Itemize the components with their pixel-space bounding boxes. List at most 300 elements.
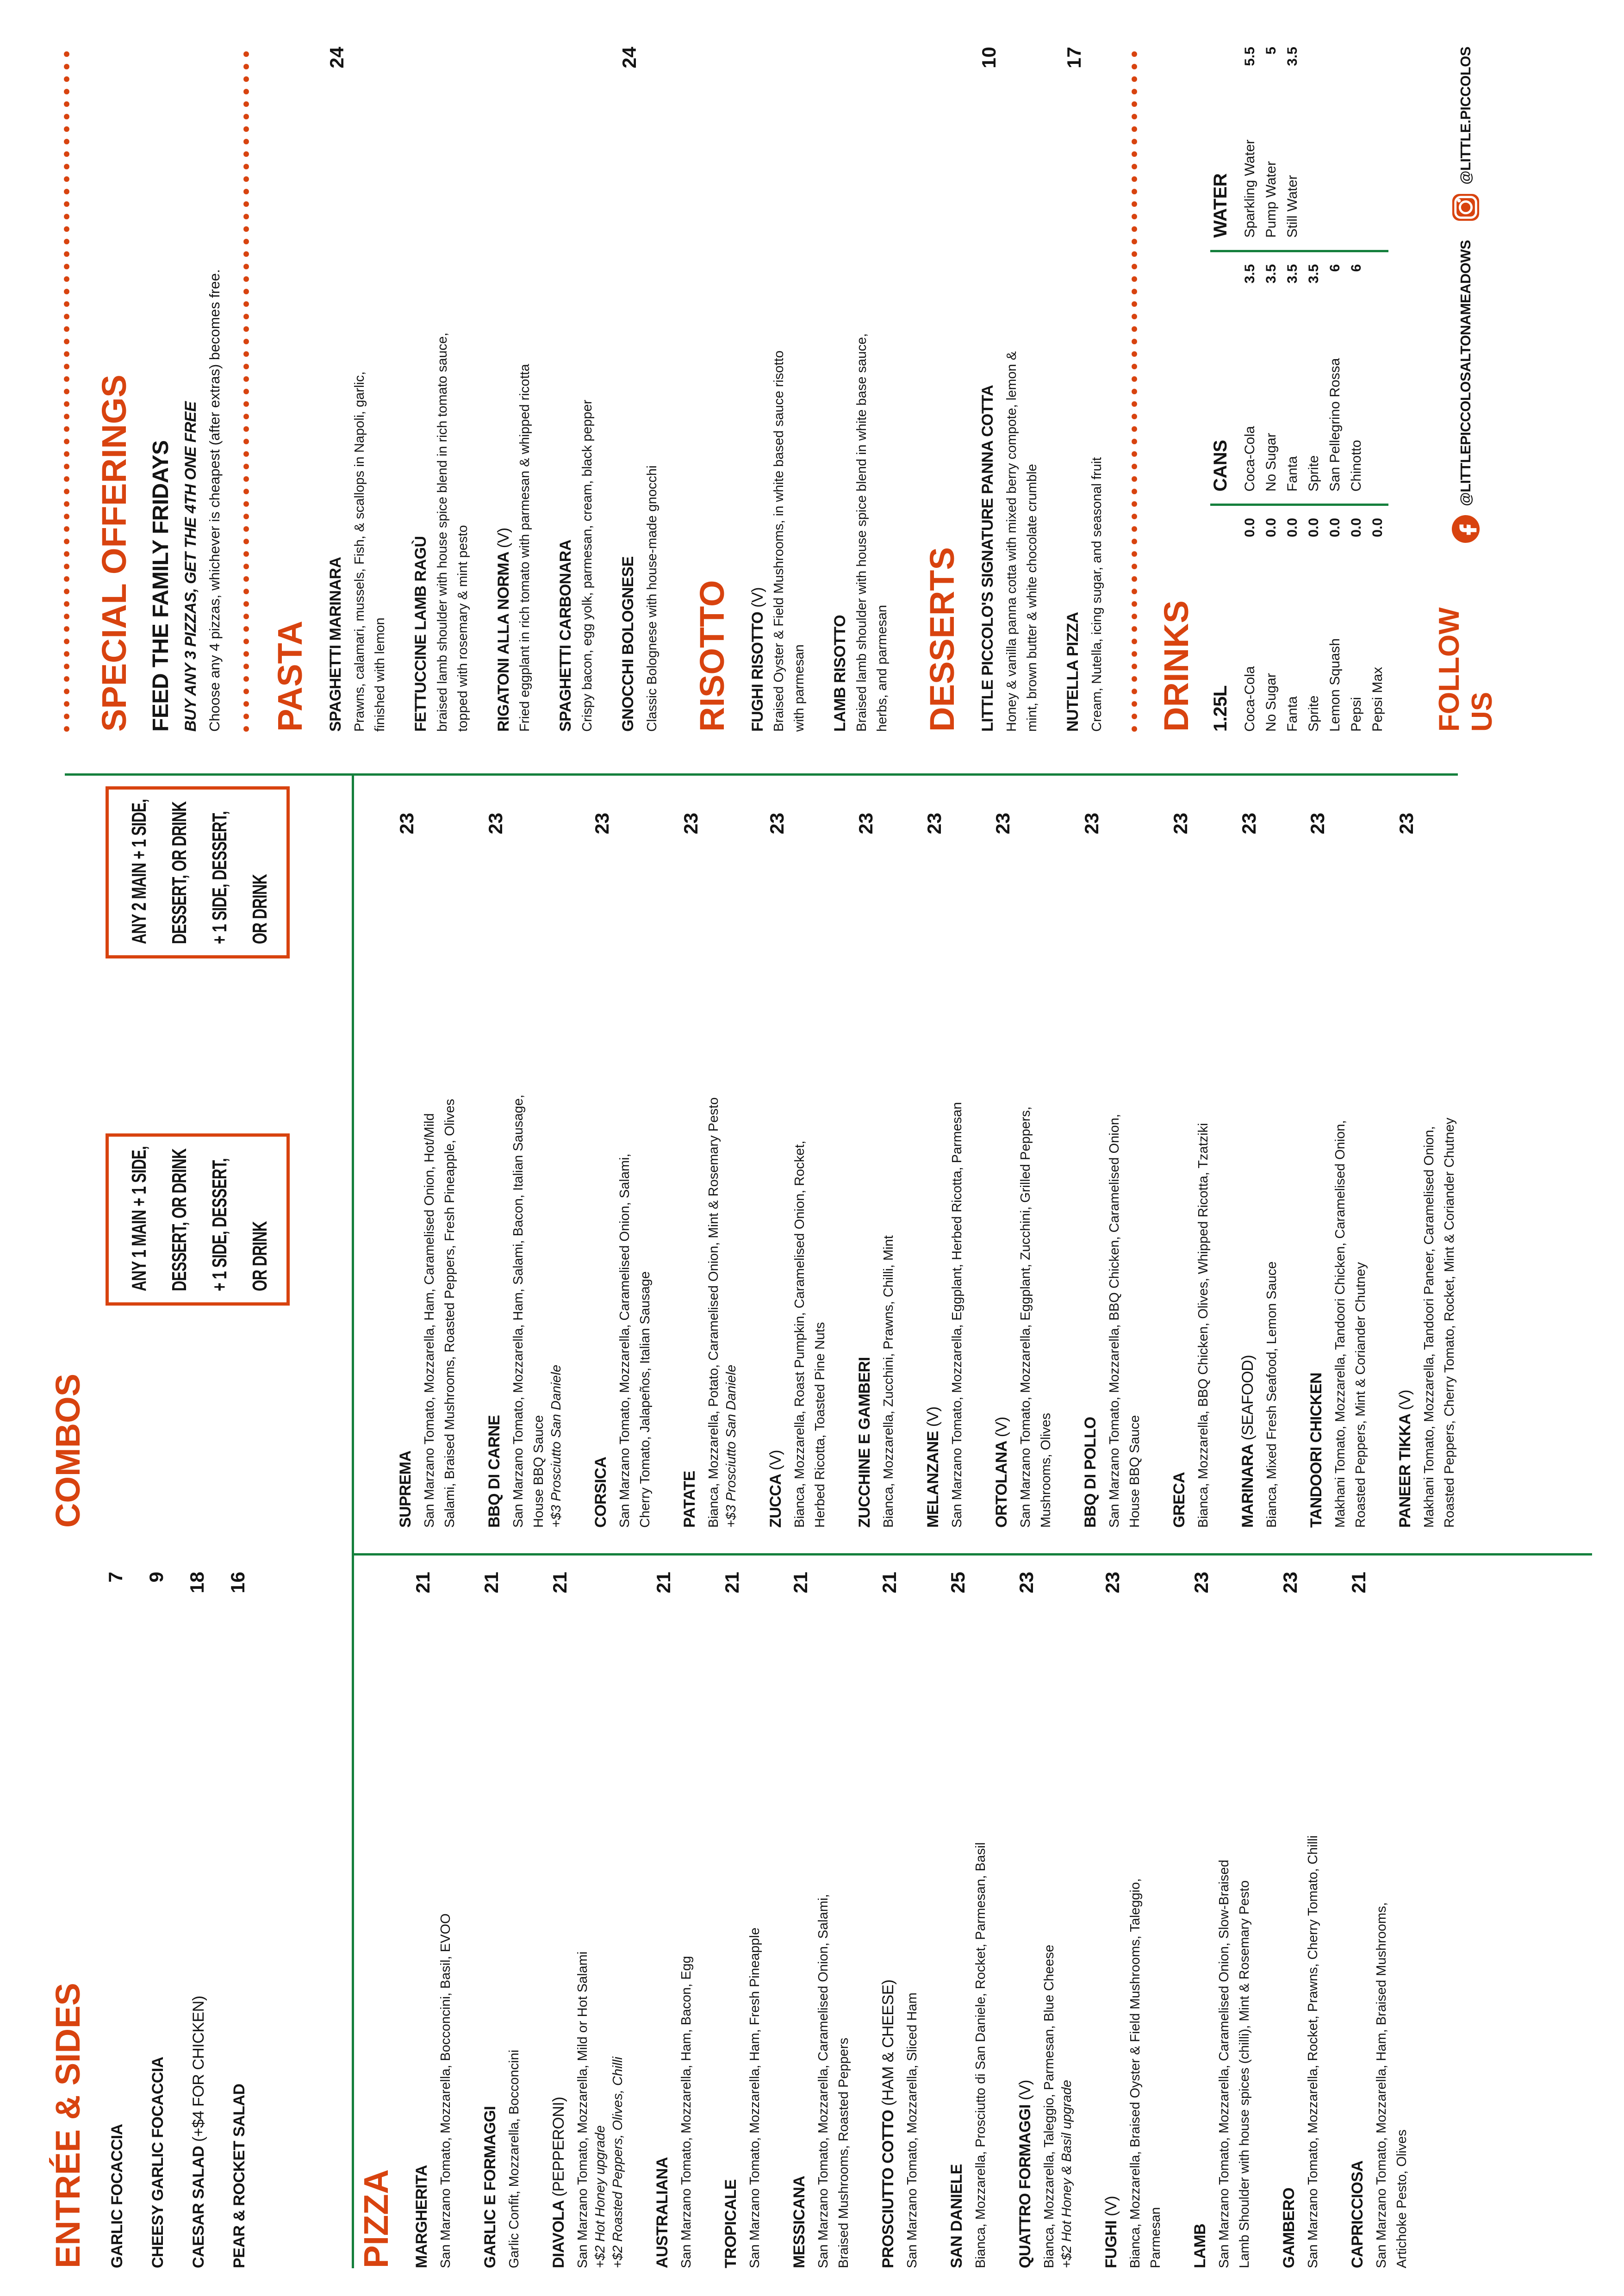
menu-item-name: TANDOORI CHICKEN — [1307, 1372, 1325, 1528]
dotted-rule-top — [64, 47, 69, 732]
menu-item-description: Classic Bolognese with house-made gnocchi — [644, 465, 660, 732]
entree-item-note: (+$4 FOR CHICKEN) — [190, 1996, 207, 2142]
section-desserts — [922, 47, 1106, 732]
drink-item-price: 0.0 — [1306, 518, 1321, 537]
menu-item-header — [721, 1572, 743, 2268]
item-price: 17 — [1063, 47, 1085, 68]
special-offerings-title: SPECIAL OFFERINGS — [95, 374, 133, 732]
menu-item-header — [591, 813, 613, 1528]
menu-item-description: Bianca, Mozzarella, Roast Pumpkin, Caramelised Onion, Rocket, — [792, 1140, 807, 1528]
drink-item — [1303, 518, 1325, 732]
menu-item — [855, 813, 897, 1528]
item-price: 23 — [1395, 813, 1417, 834]
menu-item-description: Bianca, Mozzarella, Potato, Caramelised Onion, Mint & Rosemary Pesto — [706, 1097, 721, 1528]
special-offer-subheading: BUY ANY 3 PIZZAS, GET THE 4TH ONE FREE — [182, 401, 199, 732]
column-entree-pizza — [51, 1572, 1437, 2268]
menu-item-header — [923, 813, 946, 1528]
item-price: 23 — [591, 813, 613, 834]
menu-item-description: San Marzano Tomato, Mozzarella, Mild or Hot Salami — [575, 1951, 590, 2268]
drinks-columns — [1210, 47, 1388, 732]
menu-item-name: BBQ DI CARNE — [485, 1415, 503, 1528]
menu-item — [480, 1572, 523, 2268]
menu-item-name: PROSCIUTTO COTTO (HAM & CHEESE) — [879, 1979, 897, 2268]
item-price: 23 — [1015, 1572, 1037, 1593]
menu-item-name: FUGHI RISOTTO (V) — [748, 587, 766, 732]
menu-item — [1170, 813, 1212, 1528]
drink-item-name: No Sugar — [1263, 433, 1279, 492]
facebook-icon — [1451, 515, 1480, 543]
menu-item-description: Bianca, Mixed Fresh Seafood, Lemon Sauce — [1264, 1261, 1279, 1528]
item-price: 21 — [878, 1572, 900, 1593]
menu-item-description: Salami, Braised Mushrooms, Roasted Peppers, Fresh Pineapple, Olives — [442, 1099, 457, 1528]
drink-item — [1239, 264, 1261, 492]
menu-item-name: MARGHERITA — [413, 2165, 430, 2268]
combo-line: + 1 SIDE, DESSERT, — [208, 811, 231, 944]
menu-item-header — [1307, 813, 1329, 1528]
menu-item-suffix: (V) — [748, 587, 766, 608]
item-price: 24 — [326, 47, 348, 68]
menu-item-name: FETTUCCINE LAMB RAGÙ — [412, 536, 429, 732]
menu-item-description: Makhani Tomato, Mozzarella, Tandoori Paneer, Caramelised Onion, — [1422, 1126, 1437, 1528]
drink-item — [1282, 47, 1303, 238]
menu-item-header — [618, 47, 641, 732]
menu-item-description: Cream, Nutella, icing sugar, and seasonal fruit — [1089, 457, 1104, 732]
menu-item-header — [556, 47, 576, 732]
entree-item — [105, 1572, 127, 2268]
drinks-column — [1210, 47, 1388, 238]
drink-item-price: 5 — [1263, 47, 1279, 55]
facebook-handle[interactable]: @LITTLEPICCOLOSALTONAMEADOWS — [1457, 240, 1474, 506]
menu-item-header — [1348, 1572, 1370, 2268]
menu-item-description: Crispy bacon, egg yolk, parmesan, cream, black pepper — [579, 399, 595, 732]
pasta-list — [326, 47, 661, 732]
follow-us-title: FOLLOW US — [1433, 607, 1498, 732]
menu-item-name: LAMB RISOTTO — [831, 615, 849, 732]
drink-item-price: 0.0 — [1263, 518, 1279, 537]
menu-item — [1395, 813, 1458, 1528]
menu-item-header — [1101, 1572, 1124, 2268]
menu-item-header — [1015, 1572, 1038, 2268]
special-offer-heading: FEED THE FAMILY FRIDAYS — [149, 440, 173, 732]
drink-item-name: Pepsi Max — [1369, 666, 1385, 732]
drinks-column-separator — [1210, 504, 1388, 506]
drink-item — [1261, 264, 1282, 492]
entree-section-title: ENTRÉE & SIDES — [49, 1983, 87, 2268]
drink-item-name: Sparkling Water — [1242, 139, 1257, 238]
menu-item — [830, 47, 891, 732]
menu-item — [653, 1572, 695, 2268]
item-price: 24 — [618, 47, 640, 68]
menu-item-name: GRECA — [1170, 1472, 1188, 1528]
menu-item — [878, 1572, 921, 2268]
menu-item-description: San Marzano Tomato, Mozzarella, Eggplant, Zucchini, Grilled Peppers, — [1018, 1106, 1033, 1528]
entree-item-name: CHEESY GARLIC FOCACCIA — [149, 2057, 167, 2268]
combo-line: OR DRINK — [249, 874, 271, 944]
menu-item — [412, 1572, 454, 2268]
drink-item-name: Lemon Squash — [1327, 638, 1343, 732]
dotted-rule-drinks — [1132, 47, 1137, 732]
menu-item — [494, 47, 534, 732]
menu-item-header — [947, 1572, 969, 2268]
drink-item — [1303, 264, 1325, 492]
item-price: 23 — [1190, 1572, 1212, 1593]
drink-item — [1261, 47, 1282, 238]
menu-item-name: BBQ DI POLLO — [1082, 1417, 1099, 1528]
drink-item-name: Sprite — [1306, 455, 1321, 492]
menu-item-header — [992, 813, 1014, 1528]
drinks-column-header: CANS — [1210, 440, 1231, 492]
menu-item-description: San Marzano Tomato, Mozzarella, Ham, Fresh Pineapple — [747, 1927, 762, 2268]
menu-item-suffix: (HAM & CHEESE) — [879, 1979, 897, 2106]
drinks-column — [1210, 264, 1388, 492]
drink-item — [1282, 264, 1303, 492]
item-price: 21 — [412, 1572, 434, 1593]
menu-item-extra: +$2 Hot Honey upgrade — [593, 2125, 608, 2268]
menu-item-header — [412, 1572, 434, 2268]
item-price: 21 — [653, 1572, 674, 1593]
menu-item-name: NUTELLA PIZZA — [1064, 612, 1082, 732]
menu-item-header — [653, 1572, 675, 2268]
menu-item-description: San Marzano Tomato, Mozzarella, Caramelised Onion, Salami, — [816, 1894, 831, 2268]
menu-item-description: Parmesan — [1148, 2207, 1163, 2268]
risotto-list — [748, 47, 891, 732]
menu-item-description: San Marzano Tomato, Mozzarella, Ham, Braised Mushrooms, — [1374, 1902, 1389, 2268]
menu-item-header — [326, 47, 348, 732]
menu-item-name: CAPRICCIOSA — [1349, 2160, 1366, 2268]
menu-item-extra: +$2 Hot Honey & Basil upgrade — [1059, 2079, 1074, 2268]
menu-item-description: Braised lamb shoulder with house spice blend in white base sauce, — [854, 333, 869, 732]
menu-item-description: Bianca, Mozzarella, Braised Oyster & Field Mushrooms, Taleggio, — [1128, 1878, 1143, 2268]
item-price: 21 — [480, 1572, 502, 1593]
item-price: 7 — [105, 1572, 126, 1583]
entree-item — [186, 1572, 208, 2268]
entree-item-name: PEAR & ROCKET SALAD — [230, 2084, 248, 2268]
menu-item-header — [396, 813, 418, 1528]
menu-item-suffix: (V) — [1102, 2196, 1120, 2216]
menu-item-description: finished with lemon — [373, 617, 387, 732]
menu-item-header — [494, 47, 514, 732]
menu-item-name: LAMB — [1191, 2223, 1209, 2268]
drink-item-price: 0.0 — [1327, 518, 1343, 537]
menu-item-description: San Marzano Tomato, Mozzarella, Caramelised Onion, Salami, — [617, 1153, 632, 1528]
pizza-section-title: PIZZA — [357, 2169, 395, 2268]
menu-item-description: San Marzano Tomato, Mozzarella, Sliced Ham — [905, 1992, 920, 2268]
menu-item — [721, 1572, 764, 2268]
risotto-section-title: RISOTTO — [692, 580, 731, 732]
menu-item-suffix: (V) — [1016, 2080, 1034, 2101]
pasta-section-title: PASTA — [271, 621, 309, 732]
menu-item — [1063, 47, 1106, 732]
menu-item — [947, 1572, 989, 2268]
menu-item-header — [1081, 813, 1103, 1528]
menu-item-extra: +$3 Prosciutto San Daniele — [549, 1364, 564, 1528]
special-offer-description: Choose any 4 pizzas, whichever is cheapest (after extras) becomes free. — [206, 269, 223, 732]
menu-item-header — [1279, 1572, 1301, 2268]
menu-item — [1015, 1572, 1076, 2268]
menu-item-description: House BBQ Sauce — [1127, 1415, 1142, 1528]
drink-item-price: 3.5 — [1242, 264, 1257, 284]
menu-item-header — [855, 813, 877, 1528]
menu-item-header — [411, 47, 431, 732]
entree-item-name: GARLIC FOCACCIA — [108, 2124, 126, 2268]
menu-item-suffix: (V) — [993, 1417, 1010, 1437]
drink-item-price: 6 — [1348, 264, 1364, 272]
combos-block — [49, 799, 303, 1528]
item-price: 23 — [1279, 1572, 1301, 1593]
drink-item — [1239, 518, 1261, 732]
drink-item — [1282, 518, 1303, 732]
item-price: 23 — [855, 813, 877, 834]
item-price: 21 — [1348, 1572, 1369, 1593]
item-price: 23 — [1170, 813, 1191, 834]
menu-item-description: Roasted Peppers, Cherry Tomato, Rocket, Mint & Coriander Chutney — [1442, 1118, 1457, 1528]
combo-line: DESSERT, OR DRINK — [168, 1148, 191, 1291]
menu-item — [790, 1572, 852, 2268]
section-drinks — [1159, 47, 1388, 732]
drink-item-price: 3.5 — [1284, 264, 1300, 284]
drink-item-name: San Pellegrino Rossa — [1327, 358, 1343, 492]
menu-item — [549, 1572, 627, 2268]
menu-item-description: Garlic Confit, Mozzarella, Bocconcini — [507, 2049, 522, 2268]
drink-item-name: Coca-Cola — [1242, 666, 1257, 732]
menu-item-header — [480, 1572, 503, 2268]
menu-item-description: braised lamb shoulder with house spice blend in rich tomato sauce, — [435, 332, 450, 732]
menu-item-name: SPAGHETTI CARBONARA — [557, 540, 574, 732]
menu-item-name: PATATE — [681, 1471, 698, 1528]
menu-item-header — [1063, 47, 1085, 732]
menu-item-description: Bianca, Mozzarella, Prosciutto di San Daniele, Rocket, Parmesan, Basil — [973, 1842, 988, 2268]
drink-item — [1239, 47, 1261, 238]
menu-item-name: FUGHI (V) — [1102, 2196, 1120, 2268]
combos-section-title: COMBOS — [49, 1374, 87, 1528]
menu-item-name: QUATTRO FORMAGGI (V) — [1016, 2080, 1034, 2268]
menu-item-name: RIGATONI ALLA NORMA (V) — [494, 528, 512, 732]
menu-item-description: Roasted Peppers, Mint & Coriander Chutney — [1353, 1262, 1368, 1528]
menu-item — [556, 47, 596, 732]
menu-item-description: San Marzano Tomato, Mozzarella, Caramelised Onion, Slow-Braised — [1217, 1860, 1232, 2268]
drink-item — [1346, 264, 1367, 492]
drink-item — [1261, 518, 1282, 732]
menu-item-name: TROPICALE — [722, 2179, 740, 2268]
item-price: 23 — [1081, 813, 1102, 834]
menu-item-name: SAN DANIELE — [948, 2164, 965, 2268]
drink-item — [1325, 518, 1346, 732]
entree-item-name: CAESAR SALAD (+$4 FOR CHICKEN) — [190, 1996, 207, 2268]
menu-item-description: Herbed Ricotta, Toasted Pine Nuts — [813, 1322, 828, 1528]
menu-item-name: DIAVOLA (PEPPERONI) — [550, 2097, 567, 2268]
menu-item-description: Bianca, Mozzarella, Taleggio, Parmesan, Blue Cheese — [1042, 1944, 1057, 2268]
menu-item-header — [1190, 1572, 1213, 2268]
menu-item — [978, 47, 1041, 732]
item-price: 23 — [396, 813, 417, 834]
menu-item-name: GAMBERO — [1280, 2187, 1298, 2268]
menu-item — [1238, 813, 1281, 1528]
item-price: 25 — [947, 1572, 969, 1593]
menu-item-description: San Marzano Tomato, Mozzarella, Rocket, Prawns, Cherry Tomato, Chilli — [1306, 1835, 1320, 2268]
entree-item — [227, 1572, 249, 2268]
menu-item-description: San Marzano Tomato, Mozzarella, Ham, Bacon, Egg — [679, 1956, 694, 2268]
menu-item-description: topped with rosemary & mint pesto — [455, 525, 470, 732]
column-combos-pizza — [49, 799, 1484, 1528]
drink-item — [1346, 518, 1367, 732]
instagram-icon — [1451, 193, 1480, 222]
drinks-section-title: DRINKS — [1157, 600, 1195, 732]
menu-item — [748, 47, 809, 732]
menu-item-name: ZUCCHINE E GAMBERI — [856, 1357, 873, 1528]
drink-item-name: No Sugar — [1263, 673, 1279, 732]
drink-item-name: Sprite — [1306, 695, 1321, 732]
menu-item — [1081, 813, 1144, 1528]
drink-item-name: Pepsi — [1348, 697, 1364, 732]
combo-line: + 1 SIDE, DESSERT, — [208, 1158, 231, 1291]
drink-item-name: Fanta — [1284, 696, 1300, 732]
menu-item-description: Braised Oyster & Field Mushrooms, in white based sauce risotto — [772, 350, 786, 732]
menu-item-description: San Marzano Tomato, Mozzarella, Ham, Salami, Bacon, Italian Sausage, — [511, 1095, 526, 1528]
menu-item-header — [1395, 813, 1418, 1528]
menu-item — [618, 47, 661, 732]
menu-item-description: Bianca, Mozzarella, BBQ Chicken, Olives, Whipped Ricotta, Tzatziki — [1196, 1123, 1211, 1528]
menu-item-description: Bianca, Mozzarella, Zucchini, Prawns, Chilli, Mint — [881, 1235, 896, 1528]
drink-item-name: Coca-Cola — [1242, 426, 1257, 492]
menu-item — [1279, 1572, 1322, 2268]
item-price: 23 — [1101, 1572, 1123, 1593]
menu-item-name: LITTLE PICCOLO'S SIGNATURE PANNA COTTA — [978, 385, 996, 732]
item-price: 10 — [977, 47, 1000, 68]
menu-item-suffix: (SEAFOOD) — [1239, 1355, 1257, 1441]
item-price: 23 — [923, 813, 945, 834]
combo-box-any1 — [106, 1133, 290, 1306]
menu-item-description: House BBQ Sauce — [531, 1415, 546, 1528]
menu-item-header — [549, 1572, 571, 2268]
item-price: 23 — [485, 813, 506, 834]
menu-item-suffix: (V) — [924, 1406, 942, 1427]
menu-item-description: Cherry Tomato, Jalapeños, Italian Sausage — [638, 1271, 653, 1528]
menu-item-description: Honey & vanilla panna cotta with mixed berry compote, lemon & — [1004, 351, 1019, 732]
drinks-column — [1210, 518, 1388, 732]
dotted-rule-banner-bottom — [243, 47, 249, 732]
menu-item-header — [748, 47, 768, 732]
drink-item-name: Pump Water — [1263, 161, 1279, 238]
menu-item — [766, 813, 829, 1528]
menu-item-header — [978, 47, 1000, 732]
menu-item-header — [830, 47, 850, 732]
column-divider-left — [352, 1553, 1592, 1556]
entree-list — [105, 1572, 249, 2268]
combo-line: OR DRINK — [249, 1221, 271, 1291]
menu-item-name: PANEER TIKKA (V) — [1396, 1389, 1414, 1528]
drink-item-price: 0.0 — [1348, 518, 1364, 537]
item-price: 21 — [790, 1572, 811, 1593]
menu-item-header — [485, 813, 507, 1528]
menu-item-description: San Marzano Tomato, Mozzarella, Bocconcini, Basil, EVOO — [438, 1913, 453, 2268]
menu-item-description: Makhani Tomato, Mozzarella, Tandoori Chicken, Caramelised Onion, — [1333, 1120, 1348, 1528]
entree-item — [145, 1572, 168, 2268]
drink-item-price: 5.5 — [1242, 47, 1257, 66]
pizza-list-col2 — [396, 813, 1458, 1528]
item-price: 23 — [1238, 813, 1260, 834]
item-price: 21 — [549, 1572, 571, 1593]
section-risotto — [692, 47, 891, 732]
drink-item-name: Still Water — [1284, 175, 1300, 238]
menu-item-name: MELANZANE (V) — [924, 1406, 942, 1528]
menu-item-name: GNOCCHI BOLOGNESE — [619, 556, 637, 732]
menu-item — [1190, 1572, 1253, 2268]
menu-item-description: Braised Mushrooms, Roasted Peppers — [836, 2037, 851, 2268]
menu-item-description: Artichoke Pesto, Olives — [1394, 2129, 1409, 2268]
section-pasta — [273, 47, 661, 732]
drinks-column-header: WATER — [1210, 173, 1231, 238]
menu-item-description: Fried eggplant in rich tomato with parmesan & whipped ricotta — [517, 364, 532, 732]
menu-item — [1101, 1572, 1164, 2268]
menu-item-header — [790, 1572, 812, 2268]
item-price: 23 — [680, 813, 702, 834]
menu-item — [326, 47, 389, 732]
menu-item-header — [766, 813, 788, 1528]
menu-item — [485, 813, 565, 1528]
desserts-section-title: DESSERTS — [922, 547, 961, 732]
drink-item-price: 3.5 — [1284, 47, 1300, 66]
menu-item — [591, 813, 654, 1528]
menu-item-description: Mushrooms, Olives — [1039, 1412, 1053, 1528]
menu-item-header — [680, 813, 702, 1528]
pizza-list-col1 — [412, 1572, 1411, 2268]
menu-item-name: MARINARA (SEAFOOD) — [1239, 1355, 1257, 1528]
menu-item — [680, 813, 740, 1528]
menu-item-name: MESSICANA — [790, 2176, 808, 2268]
menu-item-extra: +$3 Prosciutto San Daniele — [724, 1364, 739, 1528]
menu-item-suffix: (PEPPERONI) — [550, 2097, 567, 2197]
drink-item-price: 3.5 — [1263, 264, 1279, 284]
drink-item-price: 0.0 — [1369, 518, 1385, 537]
menu-item-name: ORTOLANA (V) — [993, 1417, 1010, 1528]
drinks-column-separator — [1210, 250, 1388, 252]
menu-item-name: AUSTRALIANA — [653, 2157, 671, 2268]
menu-item-description: San Marzano Tomato, Mozzarella, BBQ Chicken, Caramelised Onion, — [1107, 1114, 1122, 1528]
item-price: 21 — [721, 1572, 743, 1593]
menu-item-description: Prawns, calamari, mussels, Fish, & scallops in Napoli, garlic, — [352, 371, 367, 732]
menu-item-suffix: (V) — [494, 528, 512, 548]
item-price: 23 — [766, 813, 788, 834]
drink-item-name: Fanta — [1284, 456, 1300, 492]
column-right — [51, 47, 1499, 732]
combo-line: ANY 1 MAIN + 1 SIDE, — [128, 1146, 150, 1291]
menu-item-description: herbs, and parmesan — [874, 604, 890, 732]
menu-item — [396, 813, 459, 1528]
menu-item-name: ZUCCA (V) — [767, 1450, 784, 1528]
menu-item-suffix: (V) — [767, 1450, 784, 1470]
item-price: 9 — [145, 1572, 167, 1583]
menu-item — [992, 813, 1055, 1528]
menu-item-name: GARLIC E FORMAGGI — [481, 2106, 499, 2268]
menu-item — [411, 47, 472, 732]
item-price: 23 — [992, 813, 1014, 834]
drink-item-price: 0.0 — [1284, 518, 1300, 537]
menu-item-description: mint, brown butter & white chocolate crumble — [1024, 464, 1039, 732]
menu-item-description: San Marzano Tomato, Mozzarella, Eggplant, Herbed Ricotta, Parmesan — [950, 1102, 964, 1528]
menu-item-header — [1170, 813, 1192, 1528]
follow-us-row — [1433, 47, 1499, 732]
drink-item — [1367, 518, 1388, 732]
item-price: 16 — [227, 1572, 249, 1593]
menu-item-name: CORSICA — [592, 1456, 610, 1528]
menu-item-description: with parmesan — [792, 644, 807, 732]
menu-item — [1307, 813, 1369, 1528]
menu-item — [923, 813, 966, 1528]
drink-item-price: 6 — [1327, 264, 1343, 272]
instagram-handle[interactable]: @LITTLE.PICCOLOS — [1457, 47, 1474, 185]
item-price: 18 — [186, 1572, 208, 1593]
menu-item-name: SUPREMA — [397, 1450, 414, 1528]
